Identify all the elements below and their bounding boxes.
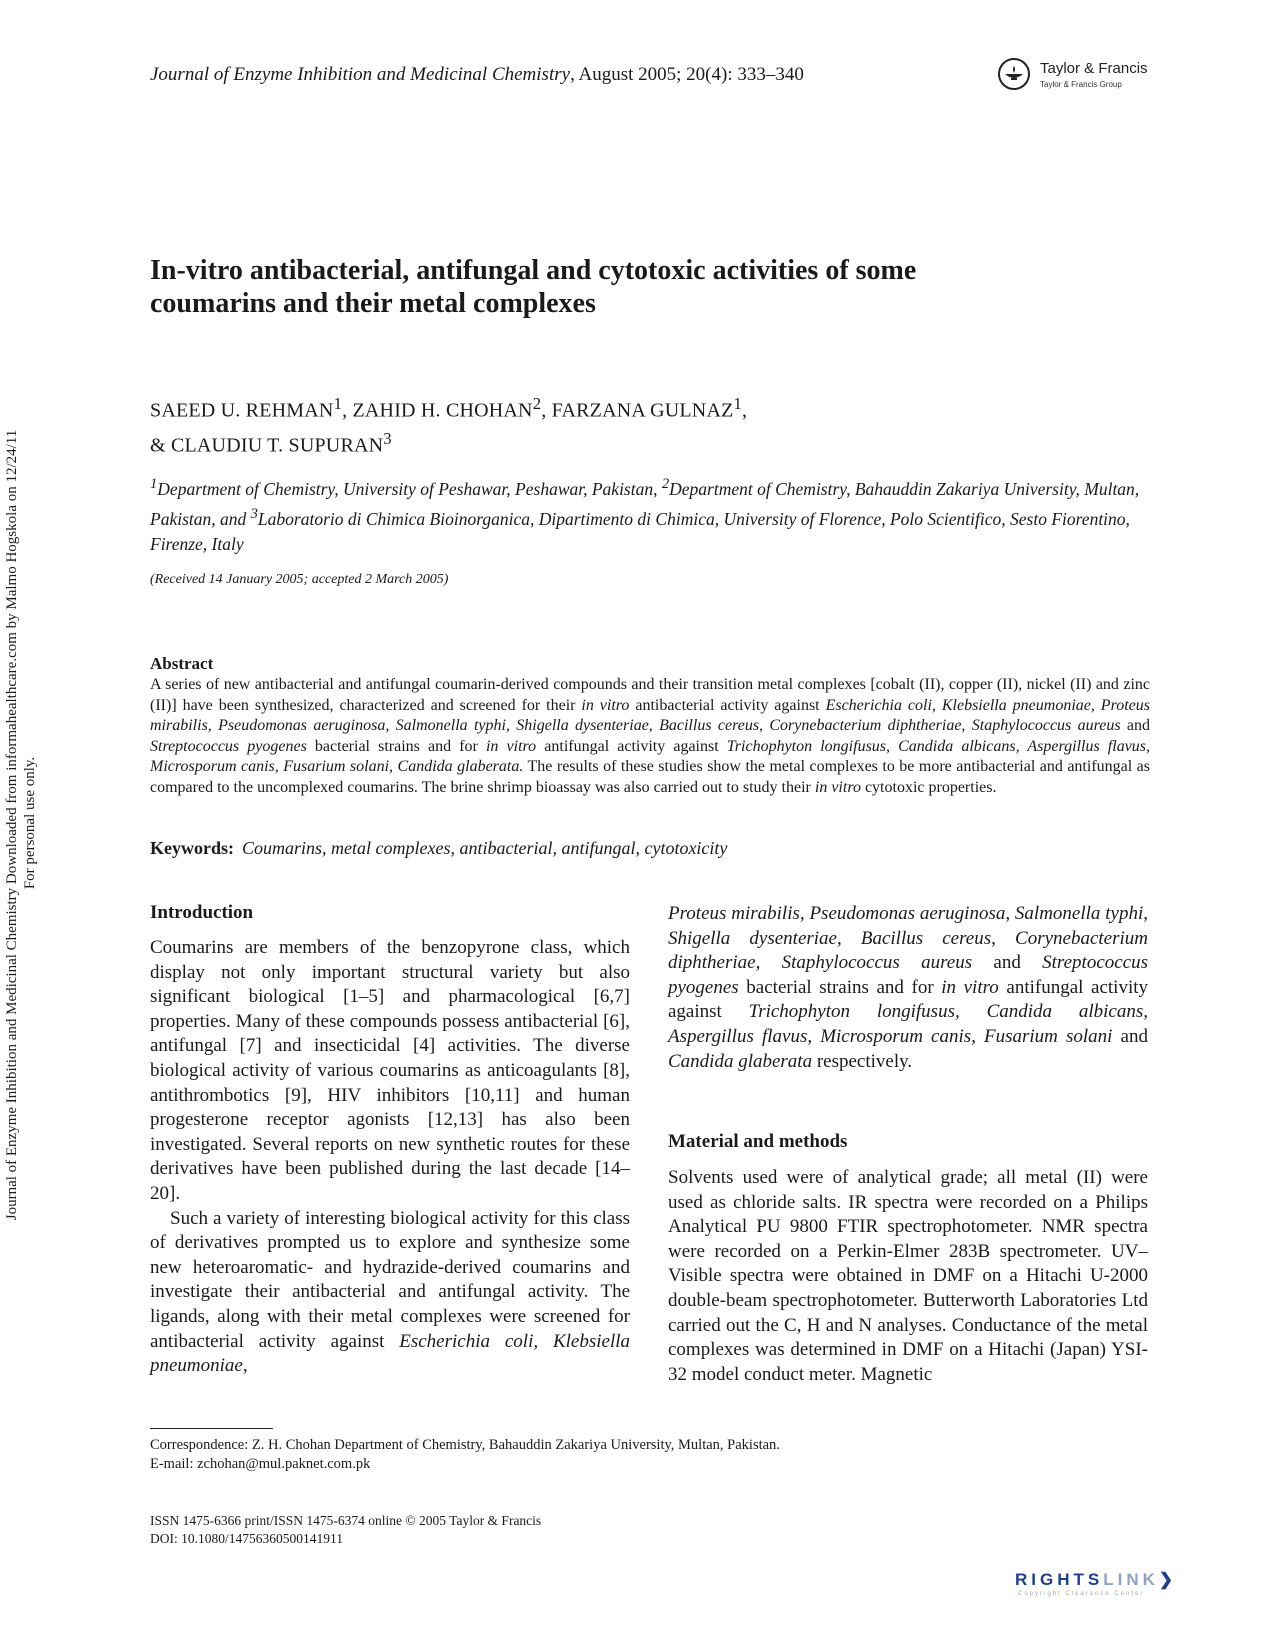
doi[interactable]: DOI: 10.1080/14756360500141911 [150, 1531, 343, 1546]
affil-multan: Department of Chemistry, Bahauddin Zakariya University, Multan, Pakistan, and [150, 478, 1140, 529]
article-title [150, 254, 1110, 320]
author-separator: , [742, 399, 748, 422]
rightslink-subtitle: Copyright Clearance Center [1018, 1591, 1145, 1597]
intro-span: bacterial strains and for [738, 976, 942, 998]
intro-span: and [972, 952, 1043, 974]
title-line-1: In-vitro antibacterial, antifungal and cytotoxic activities of some [150, 255, 917, 286]
correspondence-email[interactable]: E-mail: zchohan@mul.paknet.com.pk [150, 1456, 371, 1472]
intro-span: respectively. [812, 1050, 913, 1072]
abstract-italic: in vitro [814, 778, 861, 796]
affil-sup: 2 [661, 476, 670, 492]
rightslink-main: RIGHTS [1015, 1570, 1104, 1589]
intro-italic: Proteus mirabilis, Pseudomonas aeruginosa, Salmonella typhi, Shigella dysenteriae, Bacillus cereus, Corynebacterium diphtheriae, Staphylococcus aureus [668, 903, 1148, 974]
publisher-logo [998, 58, 1158, 98]
intro-italic: in vitro [941, 976, 999, 998]
journal-citation [150, 64, 804, 86]
author-gulnaz: , FARZANA GULNAZ [541, 399, 734, 422]
intro-span: and [1112, 1025, 1148, 1047]
issn: ISSN 1475-6366 print/ISSN 1475-6374 online © 2005 Taylor & Francis [150, 1513, 542, 1528]
affil-peshawar: Department of Chemistry, University of Peshawar, Peshawar, Pakistan, [157, 478, 662, 499]
intro-italic: Streptococcus pyogenes [668, 952, 1149, 998]
abstract-heading: Abstract [150, 654, 214, 673]
authors-line-2 [150, 425, 1110, 460]
intro-span: Such a variety of interesting biological activity for this class of derivatives prompted us to explore and synthesize some new heteroaromatic- and hydrazide-derived coumarins and investigate their antibacterial and antifungal activity. The ligands, along with their metal complexes were screened for antibacterial activity against [150, 1207, 630, 1352]
methods-heading: Material and methods [668, 1131, 848, 1152]
author-sup: 3 [383, 428, 392, 448]
chevron-right-icon: ❯ [1158, 1570, 1174, 1589]
personal-use-notice: For personal use only. [22, 756, 38, 890]
lamp-icon [998, 58, 1030, 90]
intro-italic: Trichophyton longifusus, Candida albicans, Aspergillus flavus, Microsporum canis, Fusarium solani [668, 1001, 1148, 1047]
abstract-span: and [1120, 717, 1151, 735]
author-sup: 2 [532, 394, 542, 413]
abstract-italic: Escherichia coli, Klebsiella pneumoniae, Proteus mirabilis, Pseudomonas aeruginosa, Salmonella typhi, Shigella dysenteriae, Bacillus cereus, Corynebacterium diphtheriae, Staphylococcus aureus [150, 696, 1150, 735]
introduction-text [150, 936, 630, 1379]
author-sup: 1 [733, 394, 743, 413]
intro-italic: Escherichia coli, Klebsiella pneumoniae, [150, 1330, 630, 1377]
affil-sup: 3 [250, 505, 258, 522]
intro-paragraph-2 [150, 1207, 630, 1379]
title-line-2: coumarins and their metal complexes [150, 288, 596, 319]
rightslink-tail: LINK [1103, 1570, 1159, 1589]
author-rehman: SAEED U. REHMAN [150, 399, 334, 422]
abstract-italic: in vitro [581, 696, 630, 714]
abstract-italic: Streptococcus pyogenes [150, 737, 307, 755]
introduction-heading: Introduction [150, 902, 254, 923]
publisher-group: Taylor & Francis Group [1040, 80, 1122, 89]
abstract-span: A series of new antibacterial and antifungal coumarin-derived compounds and their transition metal complexes [cobalt (II), copper (II), nickel (II) and zinc (II)] have been synthesized, characterized and screened for their [150, 676, 1150, 714]
abstract-italic: Trichophyton longifusus, Candida albicans, Aspergillus flavus, Microsporum canis, Fusarium solani, Candida glaberata. [150, 737, 1151, 776]
download-banner [0, 0, 60, 1651]
methods-text: Solvents used were of analytical grade; all metal (II) were used as chloride salts. IR spectra were recorded on a Philips Analytical PU 9800 FTIR spectrophotometer. NMR spectra were recorded on a Perkin-Elmer 283B spectrometer. UV–Visible spectra were obtained in DMF on a Hitachi U-2000 double-beam spectrophotometer. Butterworth Laboratories Ltd carried out the C, H and N analyses. Conductance of the metal complexes was determined in DMF on a Hitachi (Japan) YSI-32 model conduct meter. Magnetic [668, 1167, 1148, 1385]
abstract-text [150, 675, 1150, 799]
abstract-span: The results of these studies show the metal complexes to be more antibacterial and antifungal as compared to the uncomplexed coumarins. The brine shrimp bioassay was also carried out to study their [150, 758, 1151, 796]
author-sup: 1 [333, 394, 343, 413]
intro-paragraph-1: Coumarins are members of the benzopyrone class, which display not only important structural variety but also significant biological [1–5] and pharmacological [6,7] properties. Many of these compounds possess antibacterial [6], antifungal [7] and insecticidal [4] activities. The diverse biological activity of various coumarins as anticoagulants [8], antithrombotics [9], HIV inhibitors [10,11] and human progesterone receptor agonists [12,13] has also been investigated. Several reports on new synthetic routes for these derivatives have been published during the last decade [14–20]. [150, 937, 630, 1204]
keywords-list: Coumarins, metal complexes, antibacterial, antifungal, cytotoxicity [242, 838, 728, 858]
authors-line-1 [150, 390, 1110, 425]
abstract-span: cytotoxic properties. [860, 778, 997, 796]
abstract-span: antifungal activity against [536, 737, 727, 755]
footnote-rule [150, 1428, 273, 1429]
author-chohan: , ZAHID H. CHOHAN [342, 399, 533, 422]
abstract-span: bacterial strains and for [306, 737, 486, 755]
issn-block [150, 1512, 541, 1548]
rightslink-logo[interactable] [1015, 1570, 1173, 1590]
journal-issue: , August 2005; 20(4): 333–340 [570, 64, 804, 85]
footnote [150, 1436, 780, 1474]
received-dates: (Received 14 January 2005; accepted 2 March 2005) [150, 572, 449, 587]
keywords-label: Keywords: [150, 838, 234, 858]
correspondence: Correspondence: Z. H. Chohan Department of Chemistry, Bahauddin Zakariya University, Multan, Pakistan. [150, 1437, 780, 1453]
affiliations [150, 472, 1150, 557]
abstract-span: antibacterial activity against [629, 696, 826, 714]
download-notice: Journal of Enzyme Inhibition and Medicinal Chemistry Downloaded from informahealthcare.com by Malmo Hogskola on 12/24/11 [4, 429, 20, 1221]
author-list [150, 390, 1110, 459]
author-supuran: & CLAUDIU T. SUPURAN [150, 434, 384, 457]
introduction-continued [668, 902, 1148, 1074]
publisher-name: Taylor & Francis [1040, 60, 1148, 77]
intro-italic: Candida glaberata [668, 1050, 813, 1072]
keywords [150, 838, 727, 859]
affil-florence: Laboratorio di Chimica Bioinorganica, Dipartimento di Chimica, University of Florence, Polo Scientifico, Sesto Fiorentino, Firenze, Italy [150, 508, 1130, 554]
abstract-italic: in vitro [485, 737, 537, 755]
affil-sup: 1 [150, 476, 158, 492]
journal-name: Journal of Enzyme Inhibition and Medicinal Chemistry [150, 64, 571, 85]
intro-span: antifungal activity against [668, 976, 1149, 1023]
